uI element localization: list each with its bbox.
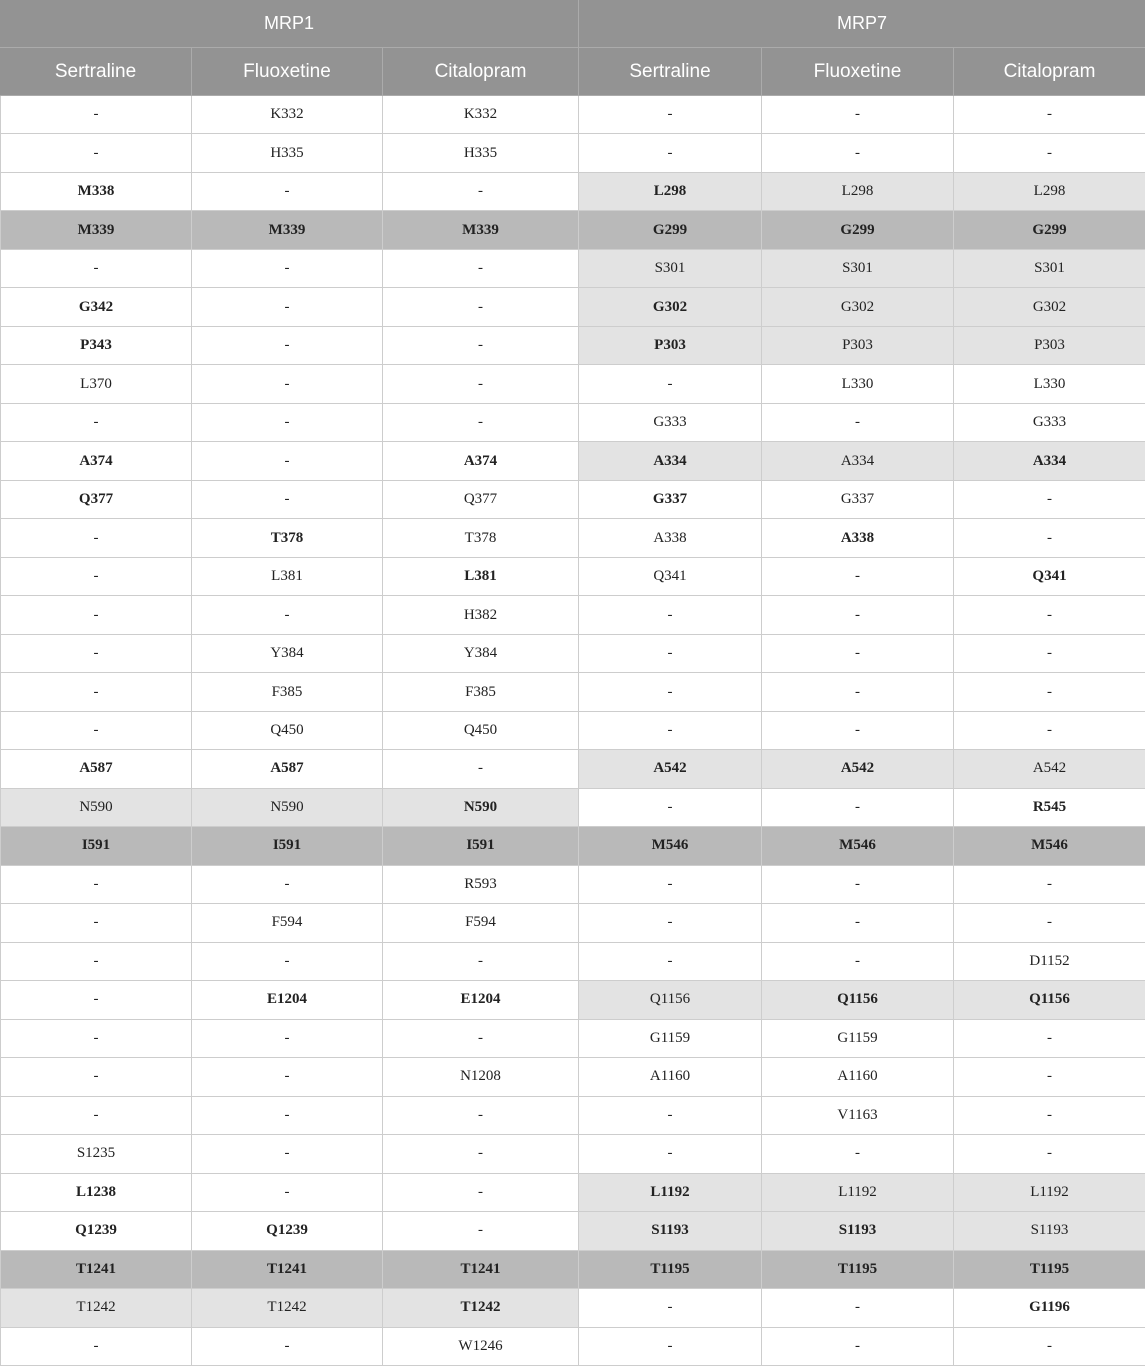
table-cell: - — [762, 635, 954, 673]
table-cell: L298 — [579, 173, 762, 211]
table-cell: - — [383, 1097, 579, 1135]
table-cell: A1160 — [762, 1058, 954, 1096]
table-cell: - — [192, 250, 383, 288]
table-cell: S301 — [954, 250, 1145, 288]
table-cell: T378 — [383, 519, 579, 557]
table-cell: - — [762, 943, 954, 981]
table-cell: N590 — [383, 789, 579, 827]
table-cell: G299 — [954, 211, 1145, 249]
table-cell: G337 — [579, 481, 762, 519]
table-cell: - — [762, 1328, 954, 1366]
column-header-mrp7-citalopram: Citalopram — [954, 48, 1145, 96]
table-cell: - — [762, 96, 954, 134]
table-cell: - — [579, 943, 762, 981]
table-cell: - — [762, 673, 954, 711]
table-cell: - — [579, 134, 762, 172]
table-cell: - — [762, 712, 954, 750]
table-cell: - — [954, 96, 1145, 134]
table-cell: - — [0, 981, 192, 1019]
table-cell: - — [954, 134, 1145, 172]
group-header-mrp1: MRP1 — [0, 0, 579, 48]
table-cell: G333 — [954, 404, 1145, 442]
table-cell: - — [954, 519, 1145, 557]
table-cell: - — [383, 750, 579, 788]
table-cell: - — [192, 365, 383, 403]
table-cell: - — [383, 1135, 579, 1173]
table-cell: - — [0, 134, 192, 172]
table-cell: - — [579, 789, 762, 827]
table-cell: - — [954, 635, 1145, 673]
table-cell: - — [0, 250, 192, 288]
table-cell: Q1156 — [954, 981, 1145, 1019]
table-cell: F385 — [192, 673, 383, 711]
table-cell: G337 — [762, 481, 954, 519]
table-cell: Q341 — [579, 558, 762, 596]
table-cell: I591 — [0, 827, 192, 865]
table-cell: - — [579, 904, 762, 942]
table-cell: Q377 — [0, 481, 192, 519]
table-cell: G302 — [954, 288, 1145, 326]
table-cell: - — [954, 1135, 1145, 1173]
table-cell: T1241 — [0, 1251, 192, 1289]
table-cell: A587 — [0, 750, 192, 788]
table-cell: I591 — [192, 827, 383, 865]
table-cell: Q1156 — [579, 981, 762, 1019]
table-cell: H335 — [383, 134, 579, 172]
table-cell: - — [954, 1020, 1145, 1058]
table-cell: - — [0, 558, 192, 596]
table-cell: - — [0, 1058, 192, 1096]
table-cell: K332 — [383, 96, 579, 134]
table-cell: P303 — [579, 327, 762, 365]
table-cell: - — [762, 904, 954, 942]
table-cell: - — [954, 866, 1145, 904]
table-cell: M546 — [579, 827, 762, 865]
table-cell: G302 — [579, 288, 762, 326]
table-cell: - — [579, 365, 762, 403]
table-cell: - — [954, 481, 1145, 519]
table-cell: - — [0, 712, 192, 750]
table-cell: V1163 — [762, 1097, 954, 1135]
table-cell: - — [0, 1097, 192, 1135]
table-cell: N590 — [192, 789, 383, 827]
table-cell: G333 — [579, 404, 762, 442]
table-cell: S301 — [579, 250, 762, 288]
table-cell: H335 — [192, 134, 383, 172]
table-cell: L1238 — [0, 1174, 192, 1212]
table-cell: L381 — [192, 558, 383, 596]
table-cell: L1192 — [579, 1174, 762, 1212]
table-cell: G302 — [762, 288, 954, 326]
table-cell: A338 — [762, 519, 954, 557]
table-cell: - — [192, 288, 383, 326]
table-cell: - — [954, 673, 1145, 711]
table-cell: - — [383, 250, 579, 288]
table-cell: L330 — [954, 365, 1145, 403]
table-cell: T1241 — [192, 1251, 383, 1289]
table-cell: - — [0, 635, 192, 673]
table-cell: - — [383, 327, 579, 365]
table-cell: W1246 — [383, 1328, 579, 1366]
table-cell: Q377 — [383, 481, 579, 519]
table-cell: - — [579, 96, 762, 134]
table-cell: - — [762, 404, 954, 442]
table-cell: P303 — [762, 327, 954, 365]
table-cell: - — [383, 1020, 579, 1058]
table-cell: Y384 — [383, 635, 579, 673]
table-cell: - — [192, 1174, 383, 1212]
table-cell: A1160 — [579, 1058, 762, 1096]
table-cell: S301 — [762, 250, 954, 288]
table-cell: A338 — [579, 519, 762, 557]
table-cell: M339 — [0, 211, 192, 249]
table-cell: - — [579, 1328, 762, 1366]
table-cell: L1192 — [762, 1174, 954, 1212]
table-cell: G1159 — [762, 1020, 954, 1058]
table-cell: A374 — [0, 442, 192, 480]
table-cell: - — [579, 1097, 762, 1135]
table-cell: A334 — [579, 442, 762, 480]
table-cell: - — [0, 866, 192, 904]
table-cell: M546 — [954, 827, 1145, 865]
table-cell: - — [0, 943, 192, 981]
table-cell: N1208 — [383, 1058, 579, 1096]
table-cell: N590 — [0, 789, 192, 827]
table-cell: - — [383, 173, 579, 211]
table-cell: - — [192, 1097, 383, 1135]
table-cell: P303 — [954, 327, 1145, 365]
table-cell: Q1156 — [762, 981, 954, 1019]
table-cell: - — [954, 1328, 1145, 1366]
table-cell: R545 — [954, 789, 1145, 827]
table-cell: - — [383, 1212, 579, 1250]
table-cell: H382 — [383, 596, 579, 634]
table-cell: - — [192, 327, 383, 365]
table-cell: - — [0, 519, 192, 557]
table-cell: Q450 — [192, 712, 383, 750]
table-cell: - — [192, 943, 383, 981]
table-cell: G299 — [579, 211, 762, 249]
table-cell: - — [954, 904, 1145, 942]
table-cell: - — [192, 1135, 383, 1173]
column-header-mrp7-sertraline: Sertraline — [579, 48, 762, 96]
table-cell: - — [383, 943, 579, 981]
table-cell: Q1239 — [192, 1212, 383, 1250]
table-cell: - — [383, 288, 579, 326]
column-header-mrp7-fluoxetine: Fluoxetine — [762, 48, 954, 96]
table-cell: L330 — [762, 365, 954, 403]
table-cell: Y384 — [192, 635, 383, 673]
table-cell: M339 — [192, 211, 383, 249]
table-cell: - — [192, 442, 383, 480]
table-cell: T1195 — [762, 1251, 954, 1289]
table-cell: - — [383, 404, 579, 442]
table-cell: M546 — [762, 827, 954, 865]
table-cell: - — [192, 1058, 383, 1096]
table-cell: - — [192, 596, 383, 634]
table-cell: - — [579, 635, 762, 673]
table-cell: - — [192, 1328, 383, 1366]
column-header-mrp1-citalopram: Citalopram — [383, 48, 579, 96]
table-cell: S1193 — [762, 1212, 954, 1250]
table-cell: - — [0, 673, 192, 711]
table-cell: - — [192, 404, 383, 442]
table-cell: - — [579, 1289, 762, 1327]
table-cell: R593 — [383, 866, 579, 904]
table-cell: - — [192, 173, 383, 211]
table-cell: L298 — [762, 173, 954, 211]
table-cell: S1193 — [579, 1212, 762, 1250]
table-cell: - — [192, 481, 383, 519]
table-cell: A542 — [579, 750, 762, 788]
table-cell: M339 — [383, 211, 579, 249]
table-cell: - — [192, 1020, 383, 1058]
table-cell: D1152 — [954, 943, 1145, 981]
table-cell: - — [762, 1289, 954, 1327]
table-cell: S1235 — [0, 1135, 192, 1173]
table-cell: - — [762, 1135, 954, 1173]
table-cell: - — [762, 558, 954, 596]
table-cell: - — [579, 596, 762, 634]
table-cell: I591 — [383, 827, 579, 865]
table-cell: A542 — [954, 750, 1145, 788]
table-cell: - — [579, 712, 762, 750]
table-cell: A542 — [762, 750, 954, 788]
table-cell: - — [954, 1097, 1145, 1135]
table-cell: E1204 — [192, 981, 383, 1019]
table-cell: F594 — [383, 904, 579, 942]
table-cell: - — [954, 1058, 1145, 1096]
table-cell: G299 — [762, 211, 954, 249]
table-cell: - — [0, 1328, 192, 1366]
table-cell: P343 — [0, 327, 192, 365]
table-cell: Q1239 — [0, 1212, 192, 1250]
table-cell: - — [762, 866, 954, 904]
table-cell: A334 — [762, 442, 954, 480]
table-cell: L1192 — [954, 1174, 1145, 1212]
table-cell: - — [0, 596, 192, 634]
table-cell: - — [762, 789, 954, 827]
table-cell: - — [579, 866, 762, 904]
table-cell: - — [579, 1135, 762, 1173]
column-header-mrp1-fluoxetine: Fluoxetine — [192, 48, 383, 96]
table-cell: - — [383, 365, 579, 403]
table-cell: G1196 — [954, 1289, 1145, 1327]
table-cell: Q341 — [954, 558, 1145, 596]
table-cell: - — [954, 596, 1145, 634]
table-cell: L298 — [954, 173, 1145, 211]
table-cell: E1204 — [383, 981, 579, 1019]
column-header-mrp1-sertraline: Sertraline — [0, 48, 192, 96]
table-cell: T1195 — [954, 1251, 1145, 1289]
table-cell: - — [579, 673, 762, 711]
table-cell: F385 — [383, 673, 579, 711]
group-header-mrp7: MRP7 — [579, 0, 1145, 48]
table-cell: - — [954, 712, 1145, 750]
table-cell: A587 — [192, 750, 383, 788]
table-cell: Q450 — [383, 712, 579, 750]
table-cell: T1242 — [192, 1289, 383, 1327]
table-cell: - — [192, 866, 383, 904]
table-cell: - — [383, 1174, 579, 1212]
table-cell: G1159 — [579, 1020, 762, 1058]
table-cell: F594 — [192, 904, 383, 942]
table-cell: - — [0, 96, 192, 134]
table-cell: - — [0, 904, 192, 942]
table-cell: S1193 — [954, 1212, 1145, 1250]
table-cell: T378 — [192, 519, 383, 557]
table-cell: A334 — [954, 442, 1145, 480]
table-cell: K332 — [192, 96, 383, 134]
table-cell: T1241 — [383, 1251, 579, 1289]
table-cell: - — [0, 1020, 192, 1058]
table-cell: T1242 — [0, 1289, 192, 1327]
table-cell: M338 — [0, 173, 192, 211]
table-cell: L381 — [383, 558, 579, 596]
table-cell: T1242 — [383, 1289, 579, 1327]
table-cell: A374 — [383, 442, 579, 480]
table-cell: - — [0, 404, 192, 442]
table-cell: - — [762, 134, 954, 172]
table-cell: L370 — [0, 365, 192, 403]
table-cell: - — [762, 596, 954, 634]
table-cell: G342 — [0, 288, 192, 326]
table-cell: T1195 — [579, 1251, 762, 1289]
